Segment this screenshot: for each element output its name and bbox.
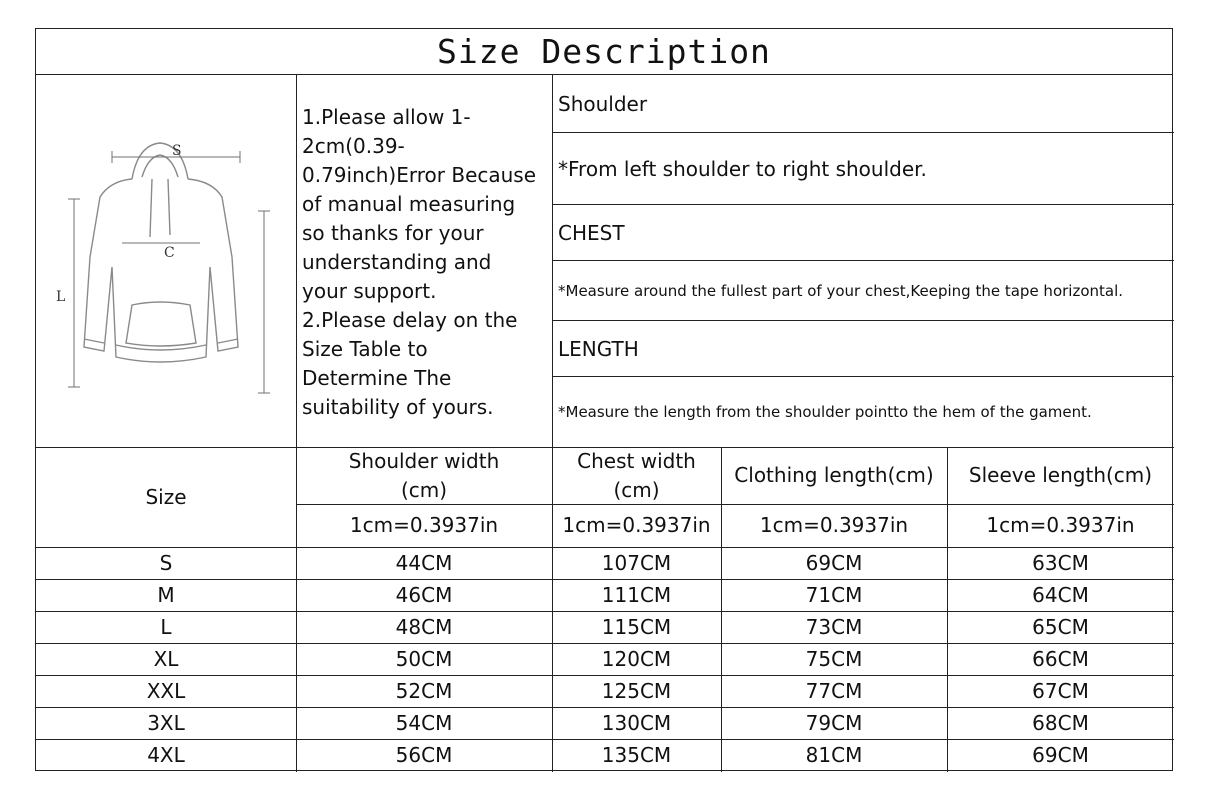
table-cell: 73CM [805,614,863,639]
table-cell: 81CM [805,742,863,767]
size-chart [35,28,1173,771]
size-label: XXL [146,678,186,703]
column-header: Chest width (cm) [577,448,696,502]
chest-marker: C [164,245,175,261]
table-cell: 125CM [601,678,672,703]
length-description: *Measure the length from the shoulder pointto the hem of the gament. [558,403,1092,421]
page-title: Size Description [36,29,1172,75]
table-cell: 52CM [395,678,453,703]
column-header: Clothing length(cm) [734,463,934,487]
table-cell: 65CM [1032,614,1089,639]
column-header: Shoulder width (cm) [348,448,500,502]
table-cell: 111CM [601,582,672,607]
size-header: Size [145,484,187,509]
size-label: 4XL [147,742,185,767]
shoulder-description: *From left shoulder to right shoulder. [558,156,927,181]
table-cell: 107CM [601,550,672,575]
table-cell: 67CM [1032,678,1089,703]
unit-conversion: 1cm=0.3937in [349,513,499,537]
divider [552,204,1174,205]
table-cell: 130CM [601,710,672,735]
unit-conversion: 1cm=0.3937in [986,513,1135,537]
size-label: 3XL [147,710,185,735]
table-cell: 75CM [805,646,863,671]
unit-conversion: 1cm=0.3937in [759,513,909,537]
table-cell: 63CM [1032,550,1089,575]
size-label: XL [153,646,179,671]
table-cell: 54CM [395,710,453,735]
shoulder-marker: S [172,143,182,159]
table-cell: 120CM [601,646,672,671]
size-label: L [160,614,172,639]
table-cell: 48CM [395,614,453,639]
size-label: S [159,550,173,575]
table-cell: 135CM [601,742,672,767]
table-cell: 68CM [1032,710,1089,735]
divider [552,320,1174,321]
column-header: Sleeve length(cm) [968,463,1153,487]
table-cell: 46CM [395,582,453,607]
table-cell: 69CM [1032,742,1089,767]
unit-conversion: 1cm=0.3937in [562,513,711,537]
size-label: M [157,582,175,607]
chest-description: *Measure around the fullest part of your chest,Keeping the tape horizontal. [558,281,1124,300]
table-cell: 50CM [395,646,453,671]
table-cell: 115CM [601,614,672,639]
measurement-note: 1.Please allow 1- 2cm(0.39- 0.79inch)Error Because of manual measuring so thanks for your understanding and your support. 2.Please delay on the Size Table to Determine The suitability of yours. [302,105,537,419]
table-cell: 77CM [805,678,863,703]
divider [552,75,553,447]
table-cell: 79CM [805,710,863,735]
hoodie-diagram [50,107,280,407]
shoulder-title: Shoulder [558,91,648,116]
length-marker: L [56,289,66,305]
table-cell: 69CM [805,550,863,575]
table-cell: 66CM [1032,646,1089,671]
divider [296,75,297,447]
chest-title: CHEST [558,220,625,245]
table-cell: 44CM [395,550,453,575]
table-cell: 64CM [1032,582,1089,607]
table-cell: 71CM [805,582,863,607]
length-title: LENGTH [558,336,639,361]
table-cell: 56CM [395,742,453,767]
